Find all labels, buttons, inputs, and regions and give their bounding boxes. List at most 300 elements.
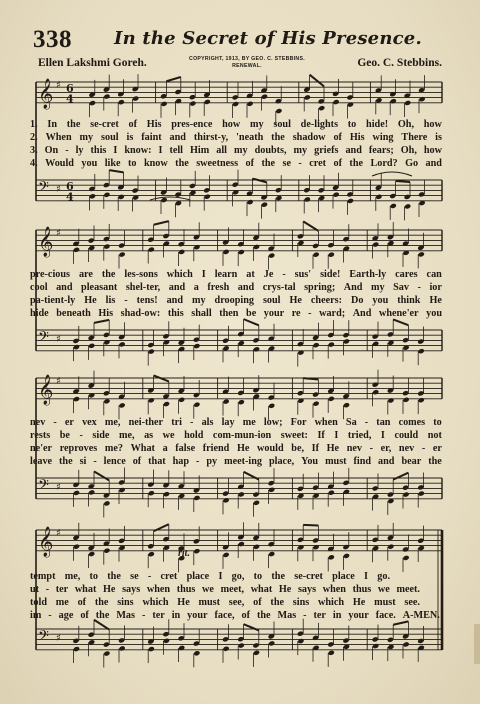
lyric-word: be xyxy=(246,308,257,319)
lyric-word: to xyxy=(128,158,137,169)
notehead xyxy=(223,398,230,404)
notehead xyxy=(390,98,397,104)
lyric-word: nev xyxy=(398,443,415,454)
lyric-word: als xyxy=(201,417,214,428)
lyric-word: ward; xyxy=(319,308,346,319)
lyric-word: vex xyxy=(82,417,97,428)
lyric-word: and xyxy=(169,132,186,143)
time-signature-bottom: 4 xyxy=(66,92,74,106)
lyric-word: - xyxy=(141,610,146,621)
lyric-word: told xyxy=(30,597,47,608)
notehead xyxy=(328,342,335,348)
lyric-word: of xyxy=(253,597,262,608)
lyric-word: If xyxy=(311,443,319,454)
lyric-word: pres-ence xyxy=(171,119,213,130)
lyric-word: friend xyxy=(202,443,230,454)
lyric-word: sins xyxy=(117,597,134,608)
lyric-word: - xyxy=(65,145,69,156)
note-beam xyxy=(303,525,318,526)
lyric-word: you xyxy=(372,295,389,306)
lyric-word: A-MEN. xyxy=(402,610,440,621)
notehead xyxy=(275,108,282,114)
lyric-word: 2. xyxy=(30,132,38,143)
lyric-line xyxy=(30,158,442,170)
lyric-word: Mas xyxy=(116,610,135,621)
lyric-word: your xyxy=(187,610,208,621)
lyric-word: tri xyxy=(171,417,182,428)
lyric-word: of xyxy=(80,610,89,621)
notehead xyxy=(118,194,125,200)
notehead xyxy=(73,544,80,550)
lyric-word: He xyxy=(236,443,250,454)
lyric-word: to xyxy=(89,571,99,582)
notehead xyxy=(261,202,268,208)
sharp-icon: ♯ xyxy=(56,633,61,644)
notehead xyxy=(333,99,340,105)
notehead xyxy=(268,551,275,557)
notehead xyxy=(103,500,110,506)
lyric-word: my xyxy=(191,295,206,306)
notehead xyxy=(268,487,275,493)
note-beam xyxy=(244,624,259,630)
lyric-word: know xyxy=(143,158,168,169)
lyric-word: of xyxy=(245,158,255,169)
notehead xyxy=(103,192,110,198)
lyric-word: - xyxy=(93,456,97,467)
lyric-word: to xyxy=(253,571,263,582)
composer-credit: Geo. C. Stebbins. xyxy=(357,57,442,69)
lyric-word: the xyxy=(175,158,189,169)
lyric-word: of xyxy=(77,597,87,608)
notehead xyxy=(223,646,230,652)
notehead xyxy=(193,343,200,349)
lyric-word: which xyxy=(166,269,193,280)
lyric-word: could xyxy=(394,430,419,441)
notehead xyxy=(313,401,320,407)
lyric-word: - xyxy=(421,443,426,454)
lyric-word: si xyxy=(79,456,87,467)
lyric-word: fresh xyxy=(207,282,230,293)
bass-clef-icon: 𝄢 xyxy=(38,628,49,648)
lyric-word: If xyxy=(317,430,325,441)
lyric-word: There xyxy=(401,132,428,143)
lyric-word: as xyxy=(144,430,154,441)
notehead xyxy=(204,99,211,105)
lyric-word: and xyxy=(425,158,442,169)
lyric-word: He xyxy=(326,443,340,454)
lyric-word: the xyxy=(101,269,116,280)
lyric-word: and xyxy=(237,282,255,293)
lyric-word: I xyxy=(201,269,206,280)
lyric-word: cool xyxy=(30,282,48,293)
lyric-word: what xyxy=(74,584,97,595)
sharp-icon: ♯ xyxy=(56,80,61,91)
lyric-word: Oh, xyxy=(400,145,417,156)
lyric-word: drooping xyxy=(214,295,254,306)
lyric-word: in xyxy=(171,610,181,621)
lyric-word: when xyxy=(146,584,171,595)
lyric-word: the xyxy=(271,571,285,582)
notehead xyxy=(343,553,350,559)
lyric-word: spring; xyxy=(304,282,336,293)
lyric-word: tried, xyxy=(347,430,372,441)
lyric-word: says xyxy=(297,584,317,595)
lyric-word: - xyxy=(48,610,52,621)
hymn-number: 338 xyxy=(33,26,72,53)
lyric-line xyxy=(30,269,442,281)
lyric-word: go. xyxy=(377,571,390,582)
notehead xyxy=(73,396,80,402)
lyric-word: He xyxy=(352,597,366,608)
notehead xyxy=(372,241,379,247)
notehead xyxy=(119,645,126,651)
lyric-word: and xyxy=(168,282,186,293)
treble-clef-icon: 𝄞 xyxy=(38,527,54,557)
notehead xyxy=(189,100,196,106)
lyric-word: the xyxy=(271,132,285,143)
lyric-word: me? xyxy=(104,443,123,454)
notehead xyxy=(343,338,350,344)
bass-clef-icon: 𝄢 xyxy=(38,477,49,497)
notehead xyxy=(103,243,110,249)
lyric-word: Lord? xyxy=(370,158,398,169)
lyric-word: my xyxy=(250,119,264,130)
lyric-word: my xyxy=(79,132,94,143)
notehead xyxy=(375,194,382,200)
lyric-word: He xyxy=(84,295,97,306)
lyric-word: beneath xyxy=(56,308,91,319)
lyric-word: reproves xyxy=(59,443,98,454)
lyric-word: place xyxy=(186,571,210,582)
lyric-word: in xyxy=(332,610,342,621)
lyric-word: how xyxy=(222,119,241,130)
lyric-word: to xyxy=(347,119,357,130)
lyric-word: this xyxy=(167,308,184,319)
lyric-word: the xyxy=(270,597,285,608)
lyric-word: se-cret xyxy=(90,119,119,130)
lyric-word: hold xyxy=(184,430,204,441)
lyric-word: the xyxy=(349,158,364,169)
lyric-word: - xyxy=(364,417,369,428)
lyric-word: low; xyxy=(263,417,283,428)
lyric-word: the xyxy=(107,571,121,582)
lyric-word: griefs xyxy=(314,145,339,156)
lyric-word: is xyxy=(435,132,442,143)
notehead xyxy=(261,94,268,100)
lyric-word: His xyxy=(98,308,114,319)
lyric-word: re xyxy=(291,308,301,319)
lyric-word: we xyxy=(162,430,175,441)
lyric-word: me, xyxy=(104,417,121,428)
lyric-word: I xyxy=(113,145,118,156)
notehead xyxy=(103,93,110,99)
lyric-word: nei-ther xyxy=(128,417,164,428)
notehead xyxy=(193,548,200,554)
lyric-line xyxy=(30,430,442,442)
notehead xyxy=(253,346,260,352)
lyric-word: my xyxy=(293,145,308,156)
note-beam xyxy=(94,471,109,480)
lyric-word: tempt xyxy=(30,571,56,582)
notehead xyxy=(418,490,425,496)
lyric-word: side! xyxy=(320,269,341,280)
lyric-word: thus xyxy=(352,584,372,595)
lyric-word: meet. xyxy=(396,584,420,595)
notehead xyxy=(73,490,80,496)
note-beam xyxy=(303,378,318,379)
notehead xyxy=(119,341,126,347)
lyric-word: shadow xyxy=(292,132,326,143)
lyric-word: then xyxy=(219,308,239,319)
notehead xyxy=(238,491,245,497)
lyric-word: - xyxy=(147,571,152,582)
notehead xyxy=(161,101,168,107)
lyric-line xyxy=(30,443,442,455)
bass-clef-icon: 𝄢 xyxy=(38,329,49,349)
notehead xyxy=(390,203,397,209)
notehead xyxy=(313,342,320,348)
notehead xyxy=(204,194,211,200)
lyric-word: pleasant xyxy=(81,282,118,293)
notehead xyxy=(148,490,155,496)
notehead xyxy=(88,551,95,557)
lyric-word: place xyxy=(332,571,355,582)
lyric-word: would xyxy=(257,443,284,454)
lyric-line xyxy=(30,295,442,307)
notehead xyxy=(268,253,275,259)
lyric-line xyxy=(30,282,442,294)
lyric-word: And xyxy=(352,308,372,319)
lyric-word: Mas xyxy=(277,610,297,621)
lyric-word: - xyxy=(303,610,307,621)
lyric-word: ly xyxy=(75,145,84,156)
lyric-word: when xyxy=(314,417,338,428)
notehead xyxy=(343,402,350,408)
lyric-word: the xyxy=(66,119,81,130)
note-beam xyxy=(244,319,259,325)
notehead xyxy=(88,392,95,398)
lyric-line xyxy=(30,597,420,609)
lyric-word: He xyxy=(102,584,116,595)
lyric-word: how xyxy=(423,119,442,130)
lyric-word: of xyxy=(333,132,342,143)
treble-clef-icon: 𝄞 xyxy=(38,375,54,405)
lyric-word: be xyxy=(59,430,70,441)
lyric-word: His xyxy=(349,132,365,143)
lyric-word: - xyxy=(45,584,50,595)
notehead xyxy=(253,544,260,550)
lyric-word: me, xyxy=(118,430,135,441)
lyric-word: He xyxy=(278,584,292,595)
notehead xyxy=(163,401,170,407)
lyric-word: this xyxy=(90,145,107,156)
notehead xyxy=(178,249,185,255)
lyric-word: at xyxy=(246,269,255,280)
lyric-word: which xyxy=(142,597,169,608)
lyric-word: - xyxy=(124,295,128,306)
notehead xyxy=(103,548,110,554)
lyric-word: ter xyxy=(55,584,69,595)
lyric-line xyxy=(30,145,442,157)
lyric-word: - xyxy=(417,282,421,293)
lyric-word: meet, xyxy=(220,584,245,595)
lyric-word: nev xyxy=(30,417,46,428)
notehead xyxy=(193,650,200,656)
lyric-word: shad-ow: xyxy=(120,308,161,319)
time-signature-top: 6 xyxy=(66,82,74,95)
lyric-word: bear xyxy=(401,456,422,467)
lyric-line xyxy=(30,456,442,468)
notehead xyxy=(253,500,260,506)
notehead xyxy=(297,544,304,550)
notehead xyxy=(372,389,379,395)
notehead xyxy=(247,199,254,205)
lyric-word: to xyxy=(433,417,442,428)
lyric-word: sweet: xyxy=(280,430,308,441)
lyric-word: your xyxy=(263,308,285,319)
tempo-marking: rit. xyxy=(178,548,190,559)
lyric-word: see, xyxy=(228,597,245,608)
lyric-word: see. xyxy=(404,597,420,608)
note-beam xyxy=(393,319,408,325)
notehead xyxy=(238,249,245,255)
lyric-line xyxy=(30,308,442,320)
notehead xyxy=(387,544,394,550)
notehead xyxy=(193,244,200,250)
lyric-word: pre-cious xyxy=(30,269,70,280)
note-beam xyxy=(94,320,109,323)
notehead xyxy=(119,487,126,493)
lyric-word: se-cret xyxy=(294,571,323,582)
lyric-word: me, xyxy=(64,571,81,582)
lyric-word: the xyxy=(94,597,109,608)
lyric-word: how xyxy=(423,145,442,156)
notehead xyxy=(347,198,354,204)
lyric-word: me xyxy=(242,417,256,428)
lyric-word: les-sons xyxy=(124,269,158,280)
notehead xyxy=(418,397,425,403)
lyric-word: ne'er xyxy=(30,443,53,454)
lyric-word: must xyxy=(374,597,396,608)
notehead xyxy=(223,497,230,503)
lyric-word: On xyxy=(44,145,59,156)
lyric-word: - xyxy=(190,417,194,428)
lyric-word: thus xyxy=(176,584,196,595)
notehead xyxy=(163,491,170,497)
lyric-word: know: xyxy=(124,145,152,156)
lyric-word: sins xyxy=(292,597,310,608)
lyric-line xyxy=(30,417,442,429)
lyric-word: your xyxy=(348,610,369,621)
lyric-word: be, xyxy=(291,443,305,454)
lyric-word: which xyxy=(318,597,345,608)
lyric-word: sweetness xyxy=(196,158,239,169)
lyric-word: ior xyxy=(429,282,442,293)
lyric-word: shel-ter, xyxy=(125,282,161,293)
slur xyxy=(372,172,412,176)
notehead xyxy=(223,249,230,255)
lyric-word: must xyxy=(198,597,221,608)
lyric-word: cheers: xyxy=(310,295,343,306)
lyric-word: - xyxy=(308,308,312,319)
lyric-word: tens! xyxy=(136,295,158,306)
lyric-word: we xyxy=(202,584,214,595)
lyric-word: face, xyxy=(214,610,235,621)
lyric-word: Earth-ly xyxy=(349,269,387,280)
lyric-word: Sa xyxy=(345,417,357,428)
notehead xyxy=(148,646,155,652)
lyric-word: com-mun-ion xyxy=(212,430,272,441)
notehead xyxy=(73,646,80,652)
lyric-word: Sav xyxy=(393,282,409,293)
lyric-word: Go xyxy=(405,158,419,169)
lyric-word: - xyxy=(298,158,302,169)
lyric-word: face. xyxy=(375,610,396,621)
lyric-word: cares xyxy=(395,269,418,280)
lyric-word: tell xyxy=(169,145,184,156)
lyric-word: I xyxy=(364,571,369,582)
lyric-word: the xyxy=(95,610,110,621)
notehead xyxy=(148,349,155,355)
lyric-word: find xyxy=(353,456,372,467)
lyric-word: cret xyxy=(160,571,178,582)
lyric-word: my xyxy=(233,145,248,156)
time-signature-bottom: 4 xyxy=(66,190,74,204)
lyric-word: sus' xyxy=(294,269,312,280)
notehead xyxy=(328,490,335,496)
lyric-word: soul xyxy=(101,132,119,143)
notehead xyxy=(163,638,170,644)
notehead xyxy=(403,397,410,403)
lyric-word: I xyxy=(158,145,163,156)
lyric-word: im xyxy=(30,610,42,621)
notehead xyxy=(119,251,126,257)
lyric-word: py xyxy=(206,456,218,467)
lyric-word: not xyxy=(427,430,442,441)
lyric-word: of xyxy=(333,158,342,169)
notehead xyxy=(328,554,335,560)
lyric-word: when xyxy=(322,584,346,595)
lyric-word: you xyxy=(426,308,442,319)
lyric-word: and xyxy=(166,295,183,306)
lyric-line xyxy=(30,132,442,144)
notehead xyxy=(253,650,260,656)
notehead xyxy=(238,399,245,405)
notehead xyxy=(304,196,311,202)
page-edge-tab xyxy=(474,624,480,664)
lyric-word: crys-tal xyxy=(262,282,296,293)
notehead xyxy=(328,650,335,656)
lyric-word: cret xyxy=(309,158,327,169)
lyric-word: is xyxy=(126,132,134,143)
lyric-word: - xyxy=(369,443,374,454)
notehead xyxy=(387,397,394,403)
lyric-word: side xyxy=(92,430,110,441)
lyric-word: shall xyxy=(191,308,212,319)
lyric-word: He xyxy=(429,295,442,306)
note-beam xyxy=(252,179,266,183)
lyric-word: says xyxy=(122,584,141,595)
lyric-word: You xyxy=(301,456,319,467)
lyric-word: soul xyxy=(273,119,291,130)
notehead xyxy=(328,252,335,258)
lyric-word: lay xyxy=(221,417,235,428)
lyric-word: a xyxy=(193,282,199,293)
lyric-word: can xyxy=(426,269,442,280)
lyric-word: ter xyxy=(313,610,326,621)
lyric-word: a xyxy=(162,443,168,454)
lyric-word: nev xyxy=(346,443,362,454)
